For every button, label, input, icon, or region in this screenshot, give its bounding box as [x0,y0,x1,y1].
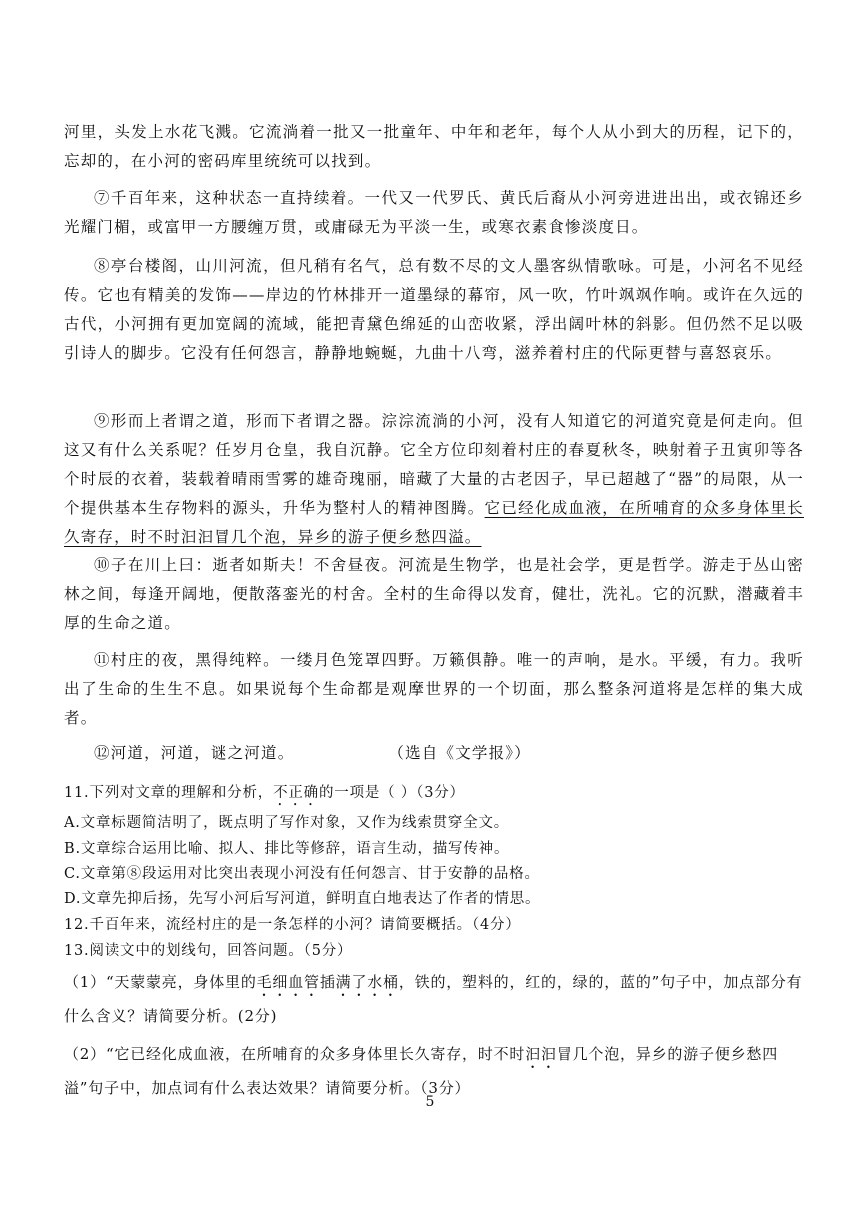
option-c: C.文章第⑧段运用对比突出表现小河没有任何怨言、甘于安静的品格。 [64,866,540,882]
underlined-sentence: 它已经化成血液，在所哺育的众多身体里长久寄存，时不时汩汩冒几个泡，异乡的游子便乡愁四溢。 [64,499,804,546]
question-13: 13.阅读文中的划线句，回答问题。（5分） [64,943,353,959]
emphasis-dotted-text: 满了 [335,973,368,991]
option-b: B.文章综合运用比喻、拟人、排比等修辞，语言生动，描写传神。 [64,841,510,857]
paragraph-7: ⑦千百年来，这种状态一直持续着。一代又一代罗氏、黄氏后裔从小河旁进进出出，或衣锦还乡光耀门楣，或富甲一方腰缠万贯，或庸碌无为平淡一生，或寒衣素食惨淡度日。 [64,189,804,236]
paragraph-12-text: ⑫河道，河道，谜之河道。 [94,744,295,762]
emphasis-dotted-text: 汩汩 [525,1045,557,1063]
question-11: 11.下列对文章的理解和分析，不正确的一项是（ ）（3分） [64,785,465,801]
paragraph-9-text: ⑨形而上者谓之道，形而下者谓之器。淙淙流淌的小河，没有人知道它的河道究竟是何走向。但这又有什么关系呢？任岁月仓皇，我自沉静。它全方位印刻着村庄的春夏秋冬，映射着子丑寅卯等各个时辰的衣着，装载着晴雨雪雾的雄奇瑰丽，暗藏了大量的古老因子，早已超越了“器”的局限，从一个提供基本生存物料的源头，升华为整村人的精神图腾。 [64,412,804,517]
source-citation: （选自《文学报》） [388,744,531,762]
paragraph-9 [64,407,804,552]
option-a: A.文章标题简洁明了，既点明了写作对象，又作为线索贯穿全文。 [64,815,510,831]
paragraph-12 [64,739,804,768]
option-d: D.文章先抑后扬，先写小河后写河道，鲜明直白地表达了作者的情思。 [64,891,541,907]
paragraph-6-continued: 河里，头发上水花飞溅。它流淌着一批又一批童年、中年和老年，每个人从小到大的历程，记下的，忘却的，在小河的密码库里统统可以找到。 [64,123,804,170]
question-12: 12.千百年来，流经村庄的是一条怎样的小河？请简要概括。（4分） [64,917,521,933]
page-number: 5 [425,1094,435,1110]
question-13-part-2: （2）“它已经化成血液，在所哺育的众多身体里长久寄存，时不时汩汩冒几个泡，异乡的游子便乡愁四溢”句子中，加点词有什么表达效果？请简要分析。（3分） [64,1045,779,1097]
emphasis-dotted-text: 水桶 [367,973,399,991]
emphasis-dotted-text: 毛细血管 [256,973,320,991]
emphasis-dotted-text: 不正确 [273,785,319,801]
paragraph-10: ⑩子在川上曰：逝者如斯夫！不舍昼夜。河流是生物学，也是社会学，更是哲学。游走于丛山密林之间，每逢开阔地，便散落銮光的村舍。全村的生命得以发育，健壮，洗礼。它的沉默，潜藏着丰厚的生命之道。 [64,556,804,632]
question-13-part-1: （1）“天蒙蒙亮，身体里的毛细血管插满了水桶，铁的，塑料的，红的，绿的，蓝的”句子中，加点部分有什么含义？请简要分析。(2分) [64,973,803,1025]
paragraph-8: ⑧亭台楼阁，山川河流，但凡稍有名气，总有数不尽的文人墨客纵情歌咏。可是，小河名不见经传。它也有精美的发饰——岸边的竹林排开一道墨绿的幕帘，风一吹，竹叶飒飒作响。或许在久远的古代，小河拥有更加宽阔的流域，能把青黛色绵延的山峦收紧，浮出阔叶林的斜影。但仍然不足以吸引诗人的脚步。它没有任何怨言，静静地蜿蜒，九曲十八弯，滋养着村庄的代际更替与喜怒哀乐。 [64,257,804,362]
paragraph-11: ⑪村庄的夜，黑得纯粹。一缕月色笼罩四野。万籁俱静。唯一的声响，是水。平缓，有力。我听出了生命的生生不息。如果说每个生命都是观摩世界的一个切面，那么整条河道将是怎样的集大成者。 [64,651,804,727]
